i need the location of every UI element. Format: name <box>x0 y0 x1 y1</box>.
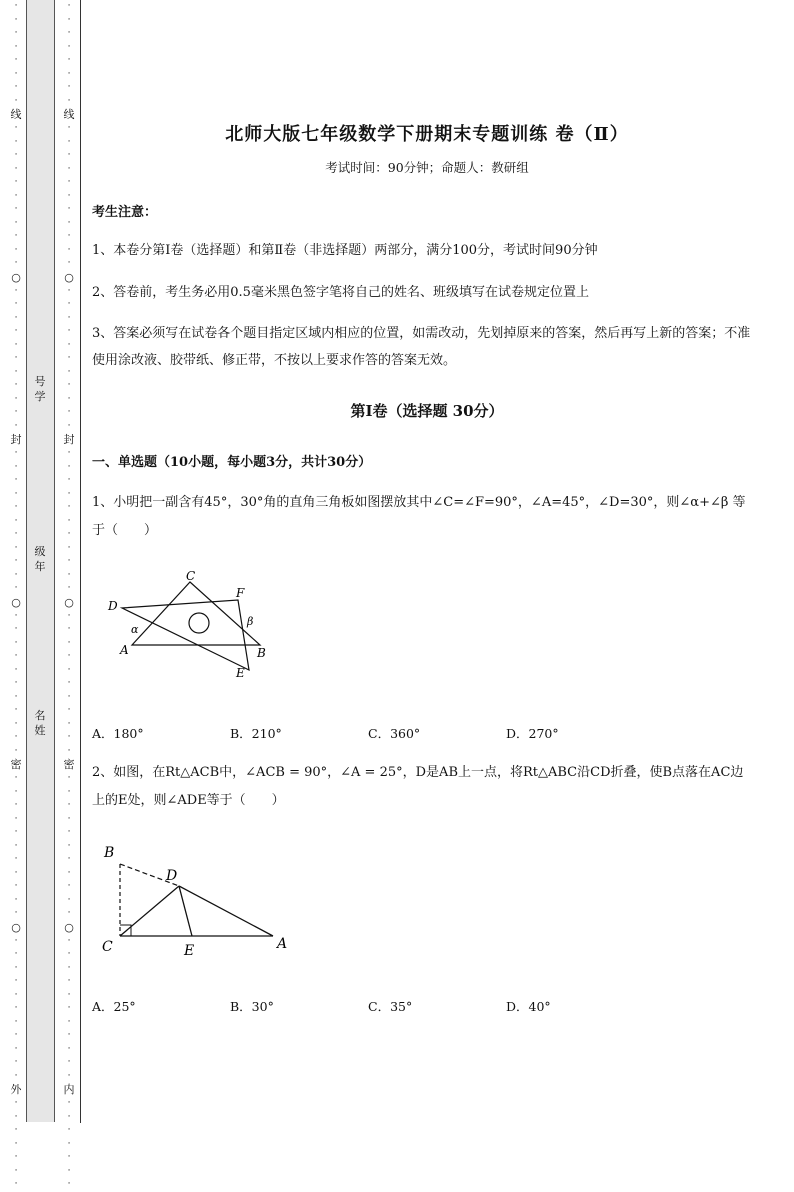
binding-mark: ○ <box>11 920 21 934</box>
page-subtitle: 考试时间：90分钟；命题人：教研组 <box>325 160 529 175</box>
binding-rule <box>80 0 81 1123</box>
fig1-label-b: B <box>257 646 266 660</box>
option-c[interactable]: C．360° <box>368 726 421 741</box>
fig1-label-d: D <box>108 599 118 613</box>
option-d[interactable]: D．270° <box>506 726 559 741</box>
question-2-figure <box>100 838 300 963</box>
notice-item: 2、答卷前，考生务必用0.5毫米黑色签字笔将自己的姓名、班级填写在试卷规定位置上 <box>92 285 589 300</box>
binding-mark: ○ <box>11 595 21 609</box>
binding-mark: 密 <box>10 758 22 771</box>
fig2-label-a: A <box>277 936 288 952</box>
binding-mark: 封 <box>63 433 75 446</box>
fig2-label-e: E <box>184 943 195 959</box>
option-a[interactable]: A．25° <box>92 999 136 1014</box>
label-name: 名姓 <box>34 709 46 737</box>
part-title: 一、单选题（10小题，每小题3分，共计30分） <box>92 455 372 470</box>
binding-mark: ○ <box>64 595 74 609</box>
binding-margin <box>0 0 82 1189</box>
fig1-label-c: C <box>186 569 196 583</box>
label-grade: 级年 <box>34 545 46 573</box>
fig1-label-e: E <box>236 666 245 680</box>
option-b[interactable]: B．210° <box>230 726 282 741</box>
fig1-label-a: A <box>120 643 129 657</box>
binding-mark: ○ <box>64 920 74 934</box>
section-title: 第Ⅰ卷（选择题 30分） <box>350 402 504 420</box>
option-d[interactable]: D．40° <box>506 999 551 1014</box>
binding-mark: 线 <box>10 108 22 121</box>
fig1-label-alpha: α <box>131 623 139 636</box>
fig1-label-f: F <box>236 586 245 600</box>
inner-dotted-line: · · · · · · · · 线 · · · · · · · · · · · ○ · · · · · · · · · · · 封 · · · · · · · · · · · ○ · · · · · · · · · · · 密 · · · · · · · · · · · ○ · · · · · · · · · · · 内 · · · · · · · <box>63 1 75 1189</box>
fig2-label-c: C <box>102 939 113 955</box>
option-c[interactable]: C．35° <box>368 999 413 1014</box>
question-1-figure <box>102 565 282 685</box>
question-1-text: 1、小明把一副含有45°，30°角的直角三角板如图摆放其中∠C=∠F=90°，∠A=45°，∠D=30°，则∠α+∠β 等于（ ） <box>92 495 746 538</box>
notice-heading: 考生注意： <box>92 205 158 220</box>
option-b[interactable]: B．30° <box>230 999 274 1014</box>
fig1-label-beta: β <box>247 615 254 628</box>
binding-mark: ○ <box>64 270 74 284</box>
binding-mark: 封 <box>10 433 22 446</box>
page-title: 北师大版七年级数学下册期末专题训练 卷（Ⅱ） <box>225 124 629 145</box>
notice-item: 1、本卷分第Ⅰ卷（选择题）和第Ⅱ卷（非选择题）两部分，满分100分，考试时间90分钟 <box>92 243 598 258</box>
option-a[interactable]: A．180° <box>92 726 144 741</box>
question-2-text: 2、如图，在Rt△ACB中，∠ACB = 90°，∠A = 25°，D是AB上一点，将Rt△ABC沿CD折叠，使B点落在AC边上的E处，则∠ADE等于（ ） <box>92 765 744 808</box>
outer-dotted-line: · · · · · · · · 线 · · · · · · · · · · · ○ · · · · · · · · · · · 封 · · · · · · · · · · · ○ · · · · · · · · · · · 密 · · · · · · · · · · · ○ · · · · · · · · · · · 外 · · · · · · · <box>10 1 22 1189</box>
fig2-label-d: D <box>166 868 178 884</box>
binding-mark: 线 <box>63 108 75 121</box>
binding-mark: 外 <box>10 1083 22 1096</box>
fig2-label-b: B <box>104 845 115 861</box>
binding-mark: ○ <box>11 270 21 284</box>
binding-mark: 内 <box>63 1083 75 1096</box>
label-student-number: 号学 <box>34 375 46 403</box>
question-1-options <box>92 724 752 742</box>
question-2-options <box>92 997 752 1015</box>
binding-mark: 密 <box>63 758 75 771</box>
notice-item: 3、答案必须写在试卷各个题目指定区域内相应的位置，如需改动，先划掉原来的答案，然后再写上新的答案；不准使用涂改液、胶带纸、修正带，不按以上要求作答的答案无效。 <box>92 326 751 368</box>
